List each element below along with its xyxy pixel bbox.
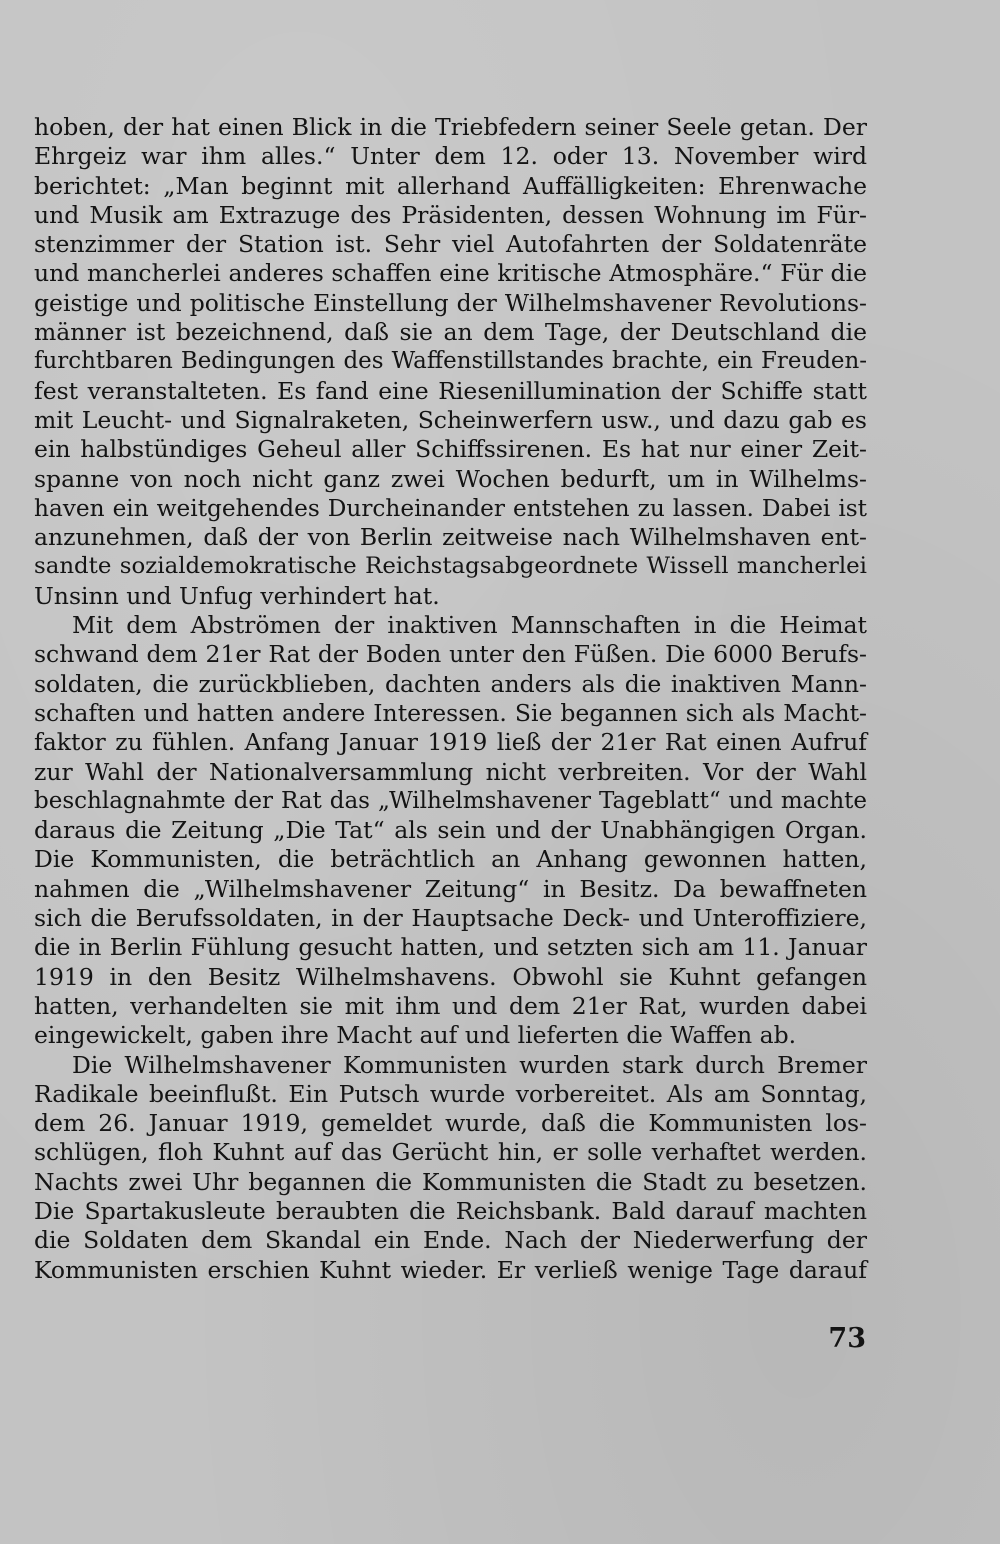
text-line: Unsinn und Unfug verhindert hat.: [34, 581, 440, 610]
text-line: schwand dem 21er Rat der Boden unter den Füßen. Die 6000 Berufs-: [34, 640, 867, 669]
text-line: berichtet: „Man beginnt mit allerhand Auffälligkeiten: Ehrenwache: [34, 171, 867, 200]
text-line: Die Wilhelmshavener Kommunisten wurden stark durch Bremer: [72, 1050, 867, 1079]
text-line: furchtbaren Bedingungen des Waffenstillstandes brachte, ein Freuden-: [34, 348, 867, 375]
text-line: die Soldaten dem Skandal ein Ende. Nach der Niederwerfung der: [34, 1226, 867, 1255]
text-line: Nachts zwei Uhr begannen die Kommunisten die Stadt zu besetzen.: [34, 1167, 867, 1196]
text-line: 1919 in den Besitz Wilhelmshavens. Obwohl sie Kuhnt gefangen: [34, 962, 867, 991]
text-line: sandte sozialdemokratische Reichstagsabgeordnete Wissell mancherlei: [34, 553, 867, 580]
text-line: und Musik am Extrazuge des Präsidenten, dessen Wohnung im Für-: [34, 200, 867, 229]
text-line: hatten, verhandelten sie mit ihm und dem 21er Rat, wurden dabei: [34, 991, 867, 1020]
text-line: zur Wahl der Nationalversammlung nicht verbreiten. Vor der Wahl: [34, 757, 867, 786]
text-line: stenzimmer der Station ist. Sehr viel Autofahrten der Soldatenräte: [34, 230, 867, 259]
text-line: und mancherlei anderes schaffen eine kritische Atmosphäre.“ Für die: [34, 259, 867, 288]
text-line: Ehrgeiz war ihm alles.“ Unter dem 12. oder 13. November wird: [34, 142, 867, 171]
text-line: faktor zu fühlen. Anfang Januar 1919 ließ der 21er Rat einen Aufruf: [34, 728, 867, 757]
text-line: geistige und politische Einstellung der Wilhelmshavener Revolutions-: [34, 288, 867, 317]
text-line: männer ist bezeichnend, daß sie an dem Tage, der Deutschland die: [34, 318, 867, 347]
text-line: Die Spartakusleute beraubten die Reichsbank. Bald darauf machten: [34, 1196, 867, 1225]
text-line: Die Kommunisten, die beträchtlich an Anhang gewonnen hatten,: [34, 845, 867, 874]
text-line: schaften und hatten andere Interessen. Sie begannen sich als Macht-: [34, 698, 867, 727]
text-line: Kommunisten erschien Kuhnt wieder. Er verließ wenige Tage darauf: [34, 1255, 867, 1284]
text-line: eingewickelt, gaben ihre Macht auf und lieferten die Waffen ab.: [34, 1021, 797, 1050]
text-line: nahmen die „Wilhelmshavener Zeitung“ in Besitz. Da bewaffneten: [34, 874, 867, 903]
text-line: Radikale beeinflußt. Ein Putsch wurde vorbereitet. Als am Sonntag,: [34, 1079, 867, 1108]
text-line: fest veranstalteten. Es fand eine Riesenillumination der Schiffe statt: [34, 376, 867, 405]
text-line: dem 26. Januar 1919, gemeldet wurde, daß die Kommunisten los-: [34, 1109, 867, 1138]
text-line: schlügen, floh Kuhnt auf das Gerücht hin, er solle verhaftet werden.: [34, 1138, 867, 1167]
text-line: sich die Berufssoldaten, in der Hauptsache Deck- und Unteroffiziere,: [34, 904, 867, 933]
text-line: mit Leucht- und Signalraketen, Scheinwerfern usw., und dazu gab es: [34, 405, 867, 434]
text-line: daraus die Zeitung „Die Tat“ als sein und der Unabhängigen Organ.: [34, 816, 867, 845]
text-line: haven ein weitgehendes Durcheinander entstehen zu lassen. Dabei ist: [34, 494, 867, 522]
text-line: die in Berlin Fühlung gesucht hatten, und setzten sich am 11. Januar: [34, 933, 867, 962]
text-line: hoben, der hat einen Blick in die Triebfedern seiner Seele getan. Der: [34, 113, 867, 141]
text-line: ein halbstündiges Geheul aller Schiffssirenen. Es hat nur einer Zeit-: [34, 435, 867, 464]
text-line: anzunehmen, daß der von Berlin zeitweise nach Wilhelmshaven ent-: [34, 523, 867, 552]
text-line: beschlagnahmte der Rat das „Wilhelmshavener Tageblatt“ und machte: [34, 787, 867, 814]
page-number: 73: [828, 1323, 866, 1354]
body-text: [34, 113, 867, 1285]
text-line: soldaten, die zurückblieben, dachten anders als die inaktiven Mann-: [34, 669, 867, 698]
text-line: Mit dem Abströmen der inaktiven Mannschaften in die Heimat: [72, 611, 867, 640]
text-line: spanne von noch nicht ganz zwei Wochen bedurft, um in Wilhelms-: [34, 464, 867, 493]
